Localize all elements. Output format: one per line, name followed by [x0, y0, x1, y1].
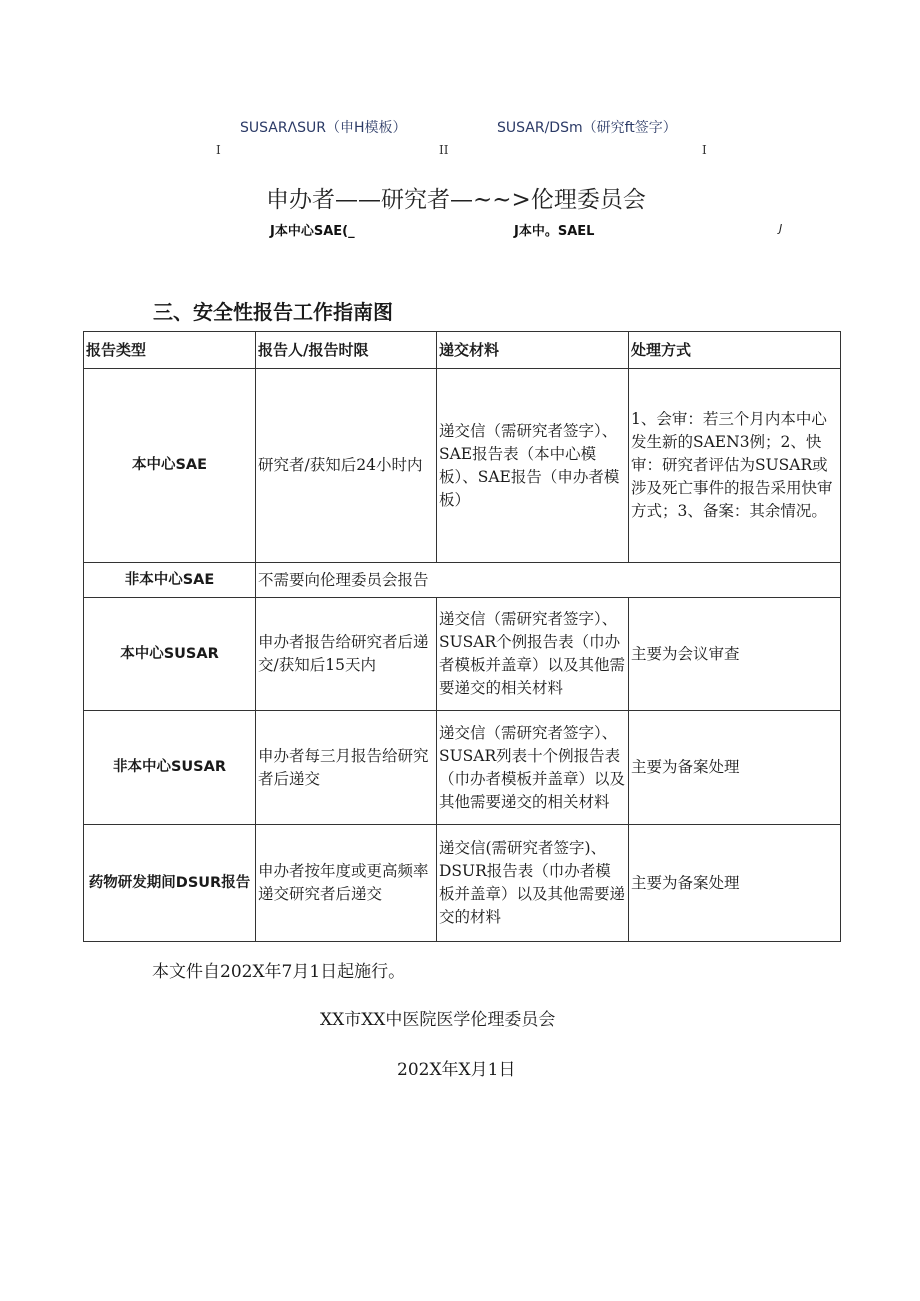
flow-top-right-label: SUSAR/DSm（研究ft签字） [497, 120, 677, 136]
table-header-row [84, 332, 841, 369]
row-reporter: 申办者报告给研究者后递交/获知后15天内 [256, 598, 437, 711]
row-reporter: 申办者按年度或更高频率递交研究者后递交 [256, 825, 437, 942]
issuing-organization: XX市XX中医院医学伦理委员会 [320, 1010, 556, 1030]
row-reporter: 申办者每三月报告给研究者后递交 [256, 711, 437, 825]
flow-sub-right-label: J本中。SAEL [514, 224, 595, 239]
flow-top-left-label: SUSARΛSUR（申H模板） [240, 120, 407, 136]
row-type: 本中心SAE [84, 369, 256, 563]
flow-marker: II [439, 143, 449, 157]
header-report-type: 报告类型 [84, 332, 256, 369]
table-row [84, 598, 841, 711]
table-row [84, 563, 841, 598]
table-row [84, 369, 841, 563]
header-handling: 处理方式 [629, 332, 841, 369]
table-row [84, 711, 841, 825]
section-title: 三、安全性报告工作指南图 [153, 300, 393, 324]
row-type: 药物研发期间DSUR报告 [84, 825, 256, 942]
effective-date-statement: 本文件自202X年7月1日起施行。 [152, 962, 406, 982]
row-materials: 递交信（需研究者签字）、SUSAR个例报告表（巾办者模板并盖章）以及其他需要递交的相关材料 [437, 598, 629, 711]
flow-chain-text: 申办者——研究者—~~>伦理委员会 [266, 187, 646, 213]
safety-report-guide-table [83, 331, 841, 942]
flow-sub-end-mark: J [779, 222, 783, 235]
flow-sub-left-label: J本中心SAE(_ [270, 224, 355, 239]
flow-marker: I [702, 143, 707, 157]
row-handling: 主要为会议审查 [629, 598, 841, 711]
header-reporter: 报告人/报告时限 [256, 332, 437, 369]
row-handling: 主要为备案处理 [629, 825, 841, 942]
row-materials: 递交信(需研究者签字)、DSUR报告表（巾办者模板并盖章）以及其他需要递交的材料 [437, 825, 629, 942]
header-materials: 递交材料 [437, 332, 629, 369]
row-materials: 递交信（需研究者签字）、SUSAR列表十个例报告表（巾办者模板并盖章）以及其他需要递交的相关材料 [437, 711, 629, 825]
row-type: 本中心SUSAR [84, 598, 256, 711]
row-materials: 递交信（需研究者签字）、SAE报告表（本中心模板）、SAE报告（申办者模板） [437, 369, 629, 563]
row-type: 非本中心SUSAR [84, 711, 256, 825]
row-handling: 主要为备案处理 [629, 711, 841, 825]
issue-date: 202X年X月1日 [397, 1060, 516, 1080]
row-handling: 1、会审：若三个月内本中心发生新的SAEN3例；2、快审：研究者评估为SUSAR或涉及死亡事件的报告采用快审方式；3、备案：其余情况。 [629, 369, 841, 563]
row-type: 非本中心SAE [84, 563, 256, 598]
flow-marker: I [216, 143, 221, 157]
row-merged-note: 不需要向伦理委员会报告 [256, 563, 841, 598]
table-row [84, 825, 841, 942]
row-reporter: 研究者/获知后24小时内 [256, 369, 437, 563]
